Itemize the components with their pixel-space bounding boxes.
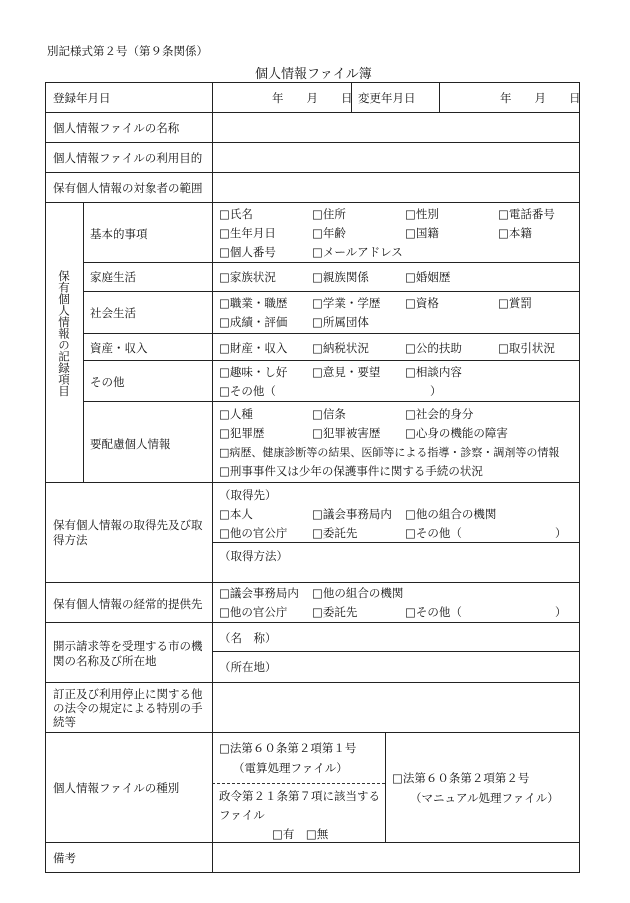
registration-date-label: 登録年月日 xyxy=(53,91,111,105)
special-procedures-label-line3: 続等 xyxy=(53,715,76,729)
checkbox-social-status[interactable]: □社会的身分 xyxy=(405,407,474,421)
checkbox-criminal-record[interactable]: □犯罪歴 xyxy=(219,426,265,440)
checkbox-name[interactable]: □氏名 xyxy=(219,207,253,221)
checkbox-creed[interactable]: □信条 xyxy=(312,407,346,421)
checkbox-law-60-2-2[interactable]: □法第６０条第２項第２号 xyxy=(392,771,530,785)
checkbox-marriage-history[interactable]: □婚姻歴 xyxy=(405,270,451,284)
checkbox-transactions[interactable]: □取引状況 xyxy=(498,341,555,355)
checkbox-opinions[interactable]: □意見・要望 xyxy=(312,365,381,379)
checkbox-qualification[interactable]: □資格 xyxy=(405,296,439,310)
assets-income-label: 資産・収入 xyxy=(90,341,148,355)
checkbox-src-other[interactable]: □その他（ xyxy=(405,526,462,540)
special-procedures-label-line1: 訂正及び利用停止に関する他 xyxy=(53,687,203,701)
checkbox-education[interactable]: □学業・学歴 xyxy=(312,296,381,310)
checkbox-domicile[interactable]: □本籍 xyxy=(498,226,532,240)
checkbox-src-government[interactable]: □他の官公庁 xyxy=(219,526,288,540)
receiving-agency-label-line1: 開示請求等を受理する市の機 xyxy=(53,639,203,653)
family-life-label: 家庭生活 xyxy=(90,270,136,284)
checkbox-birthdate[interactable]: □生年月日 xyxy=(219,226,276,240)
acquisition-method-heading: （取得方法） xyxy=(219,549,288,563)
checkbox-relatives[interactable]: □親族関係 xyxy=(312,270,369,284)
checkbox-rewards-penalties[interactable]: □賞罰 xyxy=(498,296,532,310)
electronic-file-note: （電算処理ファイル） xyxy=(233,761,348,775)
acquisition-label-line1: 保有個人情報の取得先及び取 xyxy=(53,518,203,532)
checkbox-prov-other-union[interactable]: □他の組合の機関 xyxy=(312,586,404,600)
change-date-value[interactable]: 年 月 日 xyxy=(500,91,581,105)
registration-date-value[interactable]: 年 月 日 xyxy=(272,91,353,105)
checkbox-src-self[interactable]: □本人 xyxy=(219,507,253,521)
checkbox-individual-number[interactable]: □個人番号 xyxy=(219,245,276,259)
file-purpose-label: 個人情報ファイルの利用目的 xyxy=(53,151,203,165)
checkbox-src-contractor[interactable]: □委託先 xyxy=(312,526,358,540)
file-name-label: 個人情報ファイルの名称 xyxy=(53,121,180,135)
checkbox-grades[interactable]: □成績・評価 xyxy=(219,315,288,329)
checkbox-public-assistance[interactable]: □公的扶助 xyxy=(405,341,462,355)
checkbox-prov-other[interactable]: □その他（ xyxy=(405,605,462,619)
checkbox-law-60-2-1[interactable]: □法第６０条第２項第１号 xyxy=(219,741,357,755)
checkbox-nationality[interactable]: □国籍 xyxy=(405,226,439,240)
checkbox-gender[interactable]: □性別 xyxy=(405,207,439,221)
sensitive-info-label: 要配慮個人情報 xyxy=(90,437,171,451)
checkbox-property-income[interactable]: □財産・収入 xyxy=(219,341,288,355)
other-items-close: ） xyxy=(430,384,442,398)
checkbox-address[interactable]: □住所 xyxy=(312,207,346,221)
social-life-label: 社会生活 xyxy=(90,306,136,320)
src-other-close: ） xyxy=(555,526,567,540)
receiving-address-field[interactable]: （所在地） xyxy=(219,660,277,674)
checkbox-race[interactable]: □人種 xyxy=(219,407,253,421)
other-label: その他 xyxy=(90,375,125,389)
record-items-label: 保有個人情報の記録項目 xyxy=(57,270,71,397)
remarks-label: 備考 xyxy=(53,851,76,865)
basic-items-label: 基本的事項 xyxy=(90,227,148,241)
regular-provision-label: 保有個人情報の経常的提供先 xyxy=(53,597,203,611)
checkbox-phone[interactable]: □電話番号 xyxy=(498,207,555,221)
special-procedures-label-line2: の法令の規定による特別の手 xyxy=(53,701,203,715)
file-type-label: 個人情報ファイルの種別 xyxy=(53,781,180,795)
checkbox-crime-victim[interactable]: □犯罪被害歴 xyxy=(312,426,381,440)
checkbox-tax-status[interactable]: □納税状況 xyxy=(312,341,369,355)
checkbox-other-items[interactable]: □その他（ xyxy=(219,384,276,398)
checkbox-src-secretariat[interactable]: □議会事務局内 xyxy=(312,507,392,521)
checkbox-prov-government[interactable]: □他の官公庁 xyxy=(219,605,288,619)
checkbox-criminal-proceedings[interactable]: □刑事事件又は少年の保護事件に関する手続の状況 xyxy=(219,464,483,478)
checkbox-consultation[interactable]: □相談内容 xyxy=(405,365,462,379)
checkbox-medical-history[interactable]: □病歴、健康診断等の結果、医師等による指導・診察・調剤等の情報 xyxy=(219,446,560,459)
checkbox-src-other-union[interactable]: □他の組合の機関 xyxy=(405,507,497,521)
manual-file-note: （マニュアル処理ファイル） xyxy=(410,791,559,805)
checkbox-hobbies[interactable]: □趣味・し好 xyxy=(219,365,288,379)
ordinance-note-line1: 政令第２１条第７項に該当する xyxy=(219,789,380,803)
checkbox-prov-contractor[interactable]: □委託先 xyxy=(312,605,358,619)
checkbox-prov-secretariat[interactable]: □議会事務局内 xyxy=(219,586,299,600)
checkbox-affiliation[interactable]: □所属団体 xyxy=(312,315,369,329)
checkbox-family-status[interactable]: □家族状況 xyxy=(219,270,276,284)
receiving-name-field[interactable]: （名 称） xyxy=(219,631,277,645)
target-scope-label: 保有個人情報の対象者の範囲 xyxy=(53,181,203,195)
acquisition-label-line2: 得方法 xyxy=(53,533,88,547)
receiving-agency-label-line2: 関の名称及び所在地 xyxy=(53,654,157,668)
checkbox-ordinance-yes-no[interactable]: □有 □無 xyxy=(272,827,329,841)
checkbox-occupation[interactable]: □職業・職歴 xyxy=(219,296,288,310)
form-reference: 別記様式第２号（第９条関係） xyxy=(47,44,208,58)
checkbox-age[interactable]: □年齢 xyxy=(312,226,346,240)
acquisition-source-heading: （取得先） xyxy=(219,488,277,502)
ordinance-note-line2: ファイル xyxy=(219,808,265,822)
checkbox-email[interactable]: □メールアドレス xyxy=(312,245,403,259)
prov-other-close: ） xyxy=(555,605,567,619)
checkbox-disability[interactable]: □心身の機能の障害 xyxy=(405,426,508,440)
change-date-label: 変更年月日 xyxy=(358,91,416,105)
page-title: 個人情報ファイル簿 xyxy=(255,67,372,82)
